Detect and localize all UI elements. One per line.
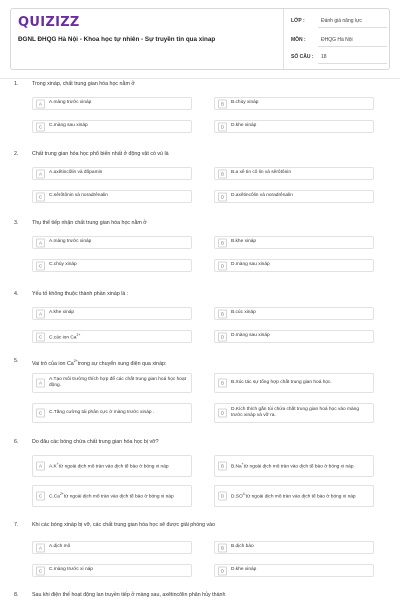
meta-question-count: SỐ CÂU : 18 [291,52,387,64]
option-a[interactable]: A A.khe xináp [32,307,192,320]
question-text: Thụ thể tiếp nhận chất trung gian hóa học nằm ở [32,220,147,226]
option-d[interactable]: D D.khe xináp [214,120,374,133]
option-c[interactable]: C C.Tăng cường tái phân cực ở màng trước xináp . [32,403,192,423]
question-text: Trong xináp, chất trung gian hóa học nằm ở [32,81,135,87]
question-text: Yếu tố không thuộc thành phần xináp là : [32,291,129,297]
option-a[interactable]: A A.màng trước xináp [32,236,192,249]
option-d[interactable]: D $D.SO^{4-}từ$ ngoài dịch mô tràn vào dịch tế bào ở bóng xi náp [214,485,374,507]
option-a[interactable]: A A.K+từ ngoài dịch mô tràn vào dịch tế bào ở bóng xi náp [32,455,192,477]
option-d[interactable]: D D.axêtincôlin và noradrênalin [214,190,374,203]
option-b[interactable]: B B.dịch bào [214,541,374,554]
option-b[interactable]: B B.khe xináp [214,236,374,249]
option-c[interactable]: C $C.Ca^{2+}từ$ ngoài dịch mô tràn vào dịch tế bào ở bóng xi náp [32,485,192,507]
option-d[interactable]: D D.màng sau xináp [214,259,374,272]
meta-subject: MÔN : ĐHQG Hà Nội [291,35,387,47]
header-separator [0,78,400,79]
option-d[interactable]: D D.Kích thích gắn túi chứa chất trung gian hoá học vào màng trước xináp và vỡ ra. [214,403,374,423]
question-text: Do đâu các bóng chứa chất trung gian hóa học bị vỡ? [32,439,159,445]
option-b[interactable]: B B.cúc xináp [214,307,374,320]
option-d[interactable]: D D.màng sau xináp [214,330,374,343]
option-c[interactable]: C C.sêrôtônin và noradrênalin [32,190,192,203]
option-a[interactable]: A A.dịch mô [32,541,192,554]
option-c[interactable]: C C.chùy xináp [32,259,192,272]
question-text: Vai trò của ion $Ca^{2+}trong$ sự chuyển xung điện qua xináp: [32,359,167,367]
option-d[interactable]: D D.khe xináp [214,564,374,577]
option-b[interactable]: B B.Na+từ ngoài dịch mô tràn vào dịch tế bào ở bóng xi náp [214,455,374,477]
question-text: Khi các bóng xináp bị vỡ, các chất trung gian hóa học sẽ được giải phóng vào [32,522,216,528]
meta-class: LỚP : Đánh giá năng lực [291,16,387,28]
option-c[interactable]: C C.các ion $Ca^{2+}$ [32,330,192,343]
option-b[interactable]: B B.chùy xináp [214,97,374,110]
worksheet-header [10,8,390,70]
header-divider [283,9,284,69]
option-c[interactable]: C C.màng trước xi náp [32,564,192,577]
option-b[interactable]: B B.a xê tin cô lin và sêrôtônin [214,167,374,180]
quizizz-logo: QUIZIZZ [18,15,80,30]
question-text: Chất trung gian hóa học phổ biến nhất ở động vật có vú là [32,151,169,157]
option-a[interactable]: A A.màng trước xináp [32,97,192,110]
question-text: Sau khi điện thế hoạt động lan truyền tiếp ở màng sau, axêtincôlin phân hủy thành [32,592,226,598]
option-b[interactable]: B B.Xúc tác sự tổng hợp chất trung gian hoá học. [214,373,374,393]
option-a[interactable]: A A.axêtincôlin và đôpamin [32,167,192,180]
worksheet-title: ĐGNL ĐHQG Hà Nội - Khoa học tự nhiên - Sự truyền tin qua xinap [18,36,216,43]
option-c[interactable]: C C.màng sau xináp [32,120,192,133]
option-a[interactable]: A A.Tạo môi trường thích hợp để các chất trung gian hoá học hoạt động. [32,373,192,393]
